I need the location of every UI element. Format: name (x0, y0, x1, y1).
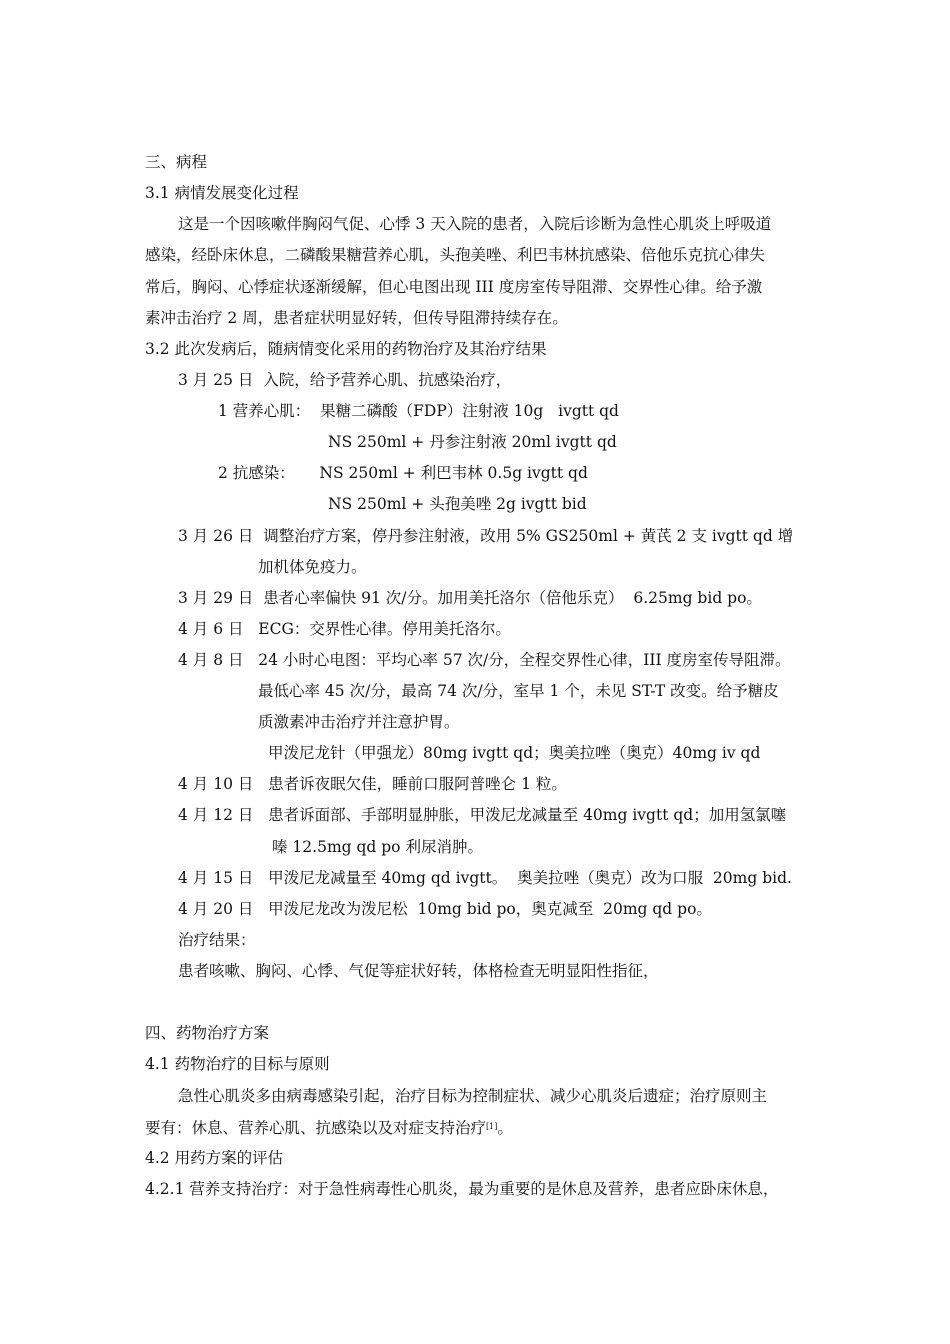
treatment-line: 1 营养心肌： 果糖二磷酸（FDP）注射液 10g ivgtt qd (218, 402, 619, 420)
treatment-line: 3 月 25 日 入院，给予营养心肌、抗感染治疗， (178, 371, 512, 389)
section-4-2-1-line: 4.2.1 营养支持治疗：对于急性病毒性心肌炎，最为重要的是休息及营养，患者应卧床休息， (145, 1180, 779, 1198)
paragraph-line: 急性心肌炎多由病毒感染引起，治疗目标为控制症状、减少心肌炎后遗症；治疗原则主 (178, 1087, 768, 1105)
treatment-line: 最低心率 45 次/分，最高 74 次/分，室早 1 个，未见 ST-T 改变。给予糖皮 (258, 682, 779, 700)
treatment-line: 4 月 20 日 甲泼尼龙改为泼尼松 10mg bid po，奥克减至 20mg qd po。 (178, 900, 712, 918)
citation-ref: [1] (486, 1122, 498, 1131)
section-3-1-heading: 3.1 病情发展变化过程 (145, 184, 299, 202)
paragraph-line: 常后，胸闷、心悸症状逐渐缓解，但心电图出现 III 度房室传导阻滞、交界性心律。给予激 (145, 278, 763, 296)
paragraph-line: 感染，经卧床休息，二磷酸果糖营养心肌，头孢美唑、利巴韦林抗感染、倍他乐克抗心律失 (145, 246, 766, 264)
paragraph-text: 要有：休息、营养心肌、抗感染以及对症支持治疗 (145, 1119, 487, 1137)
section-3-heading: 三、病程 (145, 153, 208, 171)
treatment-line: 4 月 12 日 患者诉面部、手部明显肿胀，甲泼尼龙减量至 40mg ivgtt qd；加用氢氯噻 (178, 806, 787, 824)
treatment-line: 嗪 12.5mg qd po 利尿消肿。 (272, 838, 483, 856)
treatment-line: 4 月 6 日 ECG：交界性心律。停用美托洛尔。 (178, 620, 511, 638)
treatment-line: 3 月 29 日 患者心率偏快 91 次/分。加用美托洛尔（倍他乐克） 6.25mg bid po。 (178, 589, 762, 607)
paragraph-line: 这是一个因咳嗽伴胸闷气促、心悸 3 天入院的患者，入院后诊断为急性心肌炎上呼吸道 (178, 215, 772, 233)
treatment-line: NS 250ml + 头孢美唑 2g ivgtt bid (328, 495, 587, 513)
section-3-2-heading: 3.2 此次发病后，随病情变化采用的药物治疗及其治疗结果 (145, 340, 547, 358)
section-4-heading: 四、药物治疗方案 (145, 1024, 270, 1042)
treatment-result-text: 患者咳嗽、胸闷、心悸、气促等症状好转，体格检查无明显阳性指征， (178, 962, 659, 980)
paragraph-line (145, 1117, 513, 1138)
treatment-line: 4 月 8 日 24 小时心电图：平均心率 57 次/分，全程交界性心律，III 度房室传导阻滞。 (178, 651, 791, 669)
paragraph-line: 素冲击治疗 2 周，患者症状明显好转，但传导阻滞持续存在。 (145, 309, 568, 327)
treatment-line: NS 250ml + 丹参注射液 20ml ivgtt qd (328, 433, 617, 451)
treatment-result-label: 治疗结果： (178, 931, 256, 949)
treatment-line: 2 抗感染： NS 250ml + 利巴韦林 0.5g ivgtt qd (218, 464, 588, 482)
section-4-2-heading: 4.2 用药方案的评估 (145, 1149, 284, 1167)
treatment-line: 3 月 26 日 调整治疗方案，停丹参注射液，改用 5% GS250ml + 黄芪 2 支 ivgtt qd 增 (178, 527, 794, 545)
treatment-line: 加机体免疫力。 (258, 558, 367, 576)
treatment-line: 4 月 10 日 患者诉夜眠欠佳，睡前口服阿普唑仑 1 粒。 (178, 775, 567, 793)
treatment-line: 质激素冲击治疗并注意护胃。 (258, 713, 460, 731)
paragraph-text: 。 (497, 1119, 513, 1137)
treatment-line: 4 月 15 日 甲泼尼龙减量至 40mg qd ivgtt。 奥美拉唑（奥克）改为口服 20mg bid. (178, 869, 792, 887)
treatment-line: 甲泼尼龙针（甲强龙）80mg ivgtt qd；奥美拉唑（奥克）40mg iv qd (268, 744, 761, 762)
section-4-1-heading: 4.1 药物治疗的目标与原则 (145, 1055, 330, 1073)
